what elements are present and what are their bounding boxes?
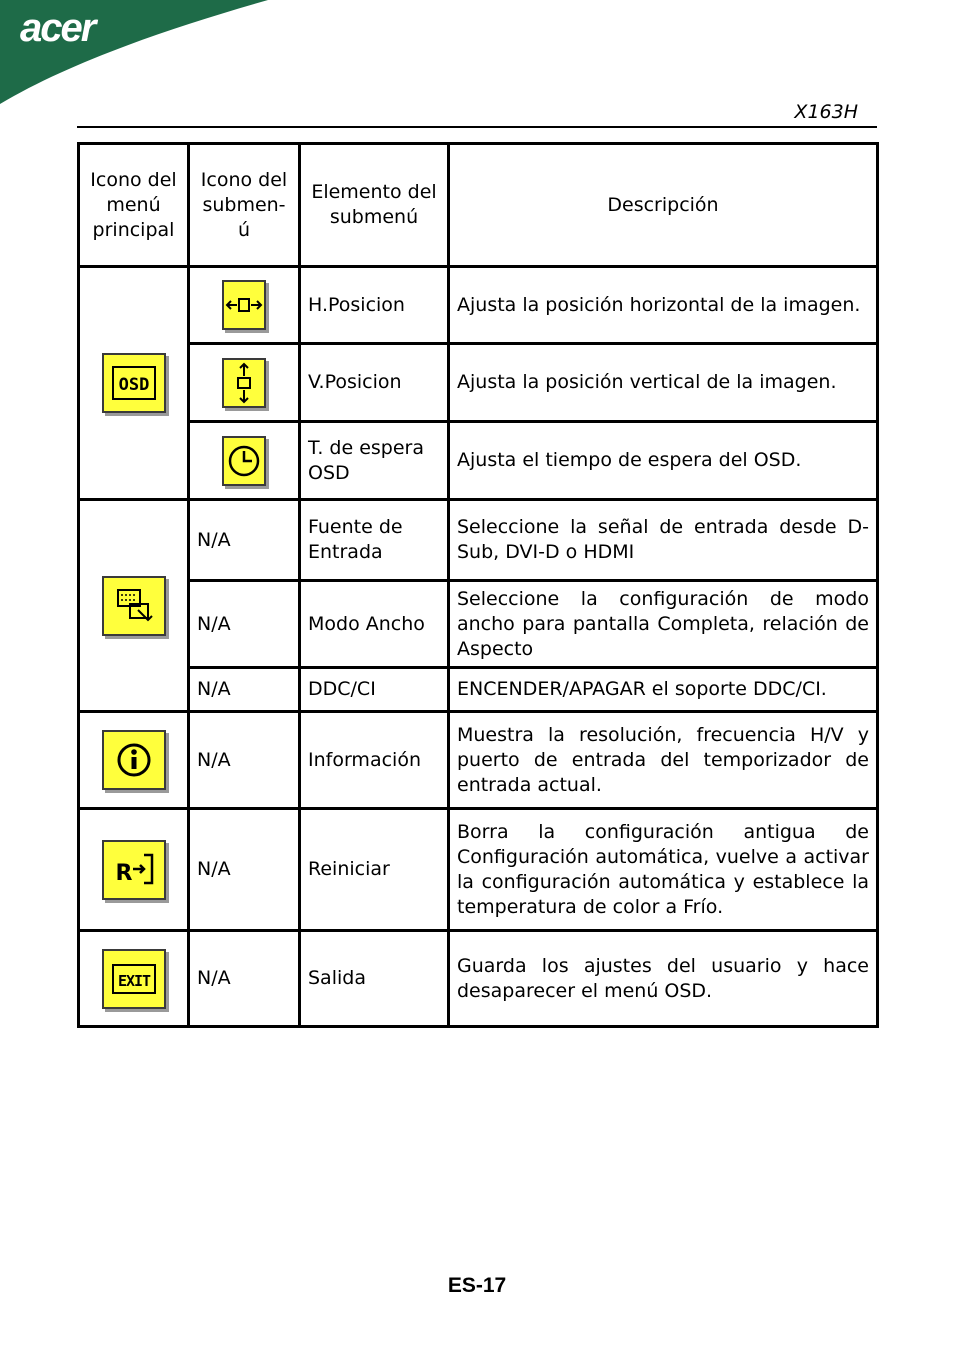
header-submenu-item: Elemento del submenú bbox=[300, 144, 449, 267]
model-name: X163H bbox=[794, 101, 858, 123]
submenu-item: Información bbox=[300, 712, 449, 809]
sub-label: N/A bbox=[189, 581, 300, 668]
sub-label: N/A bbox=[189, 712, 300, 809]
table-row bbox=[79, 931, 878, 1027]
clock-icon bbox=[222, 436, 266, 486]
submenu-item: T. de espera OSD bbox=[300, 422, 449, 500]
header-sub-icon: Icono del submen-ú bbox=[189, 144, 300, 267]
svg-text:EXIT: EXIT bbox=[117, 971, 150, 990]
sub-label: N/A bbox=[189, 668, 300, 712]
main-icon-cell bbox=[79, 931, 189, 1027]
description: Guarda los ajustes del usuario y hace desaparecer el menú OSD. bbox=[449, 931, 878, 1027]
sub-label: N/A bbox=[189, 809, 300, 931]
submenu-item: V.Posicion bbox=[300, 344, 449, 422]
exit-icon bbox=[102, 949, 166, 1009]
osd-icon bbox=[102, 353, 166, 413]
description: Ajusta la posición vertical de la imagen. bbox=[449, 344, 878, 422]
svg-text:OSD: OSD bbox=[118, 375, 149, 395]
description: Ajusta el tiempo de espera del OSD. bbox=[449, 422, 878, 500]
table-row bbox=[79, 500, 878, 581]
table-row bbox=[79, 712, 878, 809]
description: Seleccione la configuración de modo ancho para pantalla Completa, relación de Aspecto bbox=[449, 581, 878, 668]
table-header-row bbox=[79, 144, 878, 267]
reset-icon bbox=[102, 840, 166, 900]
submenu-item: Salida bbox=[300, 931, 449, 1027]
brand-banner bbox=[0, 0, 954, 110]
sub-icon-cell bbox=[189, 422, 300, 500]
header-rule bbox=[77, 126, 877, 128]
information-icon bbox=[102, 730, 166, 790]
sub-label: N/A bbox=[189, 500, 300, 581]
acer-logo: acer bbox=[20, 6, 95, 50]
sub-icon-cell bbox=[189, 267, 300, 344]
h-position-icon bbox=[222, 280, 266, 330]
description: Muestra la resolución, frecuencia H/V y puerto de entrada del temporizador de entrada actual. bbox=[449, 712, 878, 809]
brand-swoosh bbox=[0, 0, 954, 110]
submenu-item: DDC/CI bbox=[300, 668, 449, 712]
svg-text:R: R bbox=[115, 860, 132, 886]
osd-table bbox=[77, 142, 879, 1028]
header-description: Descripción bbox=[449, 144, 878, 267]
description: Borra la configuración antigua de Configuración automática, vuelve a activar la configuración automática y establece la temperatura de color a Frío. bbox=[449, 809, 878, 931]
table-row bbox=[79, 809, 878, 931]
table-row bbox=[79, 422, 878, 500]
sub-icon-cell bbox=[189, 344, 300, 422]
main-icon-cell bbox=[79, 712, 189, 809]
header-main-icon: Icono del menú principal bbox=[79, 144, 189, 267]
submenu-item: Fuente de Entrada bbox=[300, 500, 449, 581]
input-icon bbox=[102, 576, 166, 636]
description: ENCENDER/APAGAR el soporte DDC/CI. bbox=[449, 668, 878, 712]
table-row bbox=[79, 267, 878, 344]
description: Ajusta la posición horizontal de la imagen. bbox=[449, 267, 878, 344]
main-icon-cell bbox=[79, 267, 189, 500]
table-row bbox=[79, 581, 878, 668]
page-number: ES-17 bbox=[447, 1274, 507, 1297]
table-row bbox=[79, 668, 878, 712]
submenu-item: Reiniciar bbox=[300, 809, 449, 931]
sub-label: N/A bbox=[189, 931, 300, 1027]
v-position-icon bbox=[222, 358, 266, 408]
main-icon-cell bbox=[79, 500, 189, 712]
submenu-item: Modo Ancho bbox=[300, 581, 449, 668]
submenu-item: H.Posicion bbox=[300, 267, 449, 344]
main-icon-cell bbox=[79, 809, 189, 931]
description: Seleccione la señal de entrada desde D-Sub, DVI-D o HDMI bbox=[449, 500, 878, 581]
table-row bbox=[79, 344, 878, 422]
